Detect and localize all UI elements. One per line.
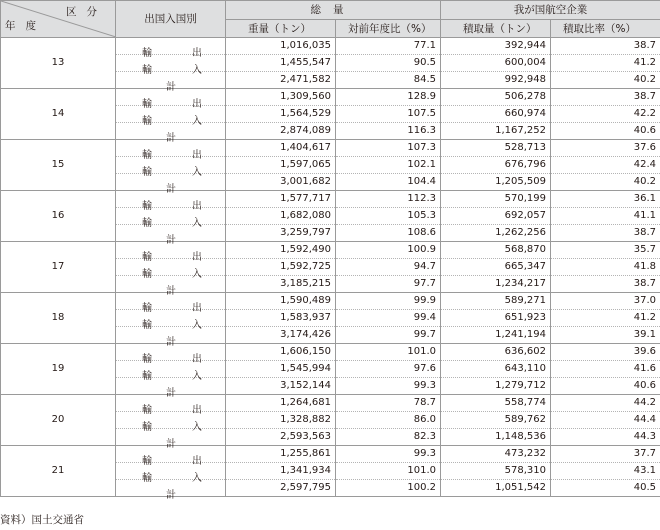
- loaded-cell: 676,796: [441, 157, 551, 174]
- direction-label-second: 入: [192, 269, 202, 280]
- yoy-cell: 97.7: [336, 276, 441, 293]
- yoy-cell: 101.0: [336, 463, 441, 480]
- yoy-cell: 105.3: [336, 208, 441, 225]
- yoy-cell: 128.9: [336, 89, 441, 106]
- loaded-cell: 1,205,509: [441, 174, 551, 191]
- direction-cell: [116, 174, 226, 195]
- direction-cell: [116, 378, 226, 399]
- direction-header: 出国入国別: [116, 1, 226, 38]
- yoy-cell: 100.2: [336, 480, 441, 497]
- ratio-cell: 41.1: [551, 208, 660, 225]
- weight-cell: 2,471,582: [226, 72, 336, 89]
- direction-label-second: 入: [192, 116, 202, 127]
- yoy-cell: 84.5: [336, 72, 441, 89]
- weight-cell: 1,016,035: [226, 38, 336, 55]
- direction-cell: [116, 463, 226, 484]
- year-cell: 18: [1, 293, 116, 344]
- direction-cell: [116, 327, 226, 348]
- direction-label-second: 入: [192, 167, 202, 178]
- direction-label-second: 出: [192, 99, 202, 110]
- direction-cell: [116, 446, 226, 467]
- direction-label-first: 計: [166, 133, 176, 144]
- table-row: [1, 344, 660, 361]
- direction-label-second: 入: [192, 422, 202, 433]
- weight-cell: 2,597,795: [226, 480, 336, 497]
- direction-label-first: 輸: [142, 422, 152, 433]
- japanese-carriers-group-header: 我が国航空企業: [441, 1, 660, 20]
- ratio-cell: 44.2: [551, 395, 660, 412]
- direction-label-first: 計: [166, 337, 176, 348]
- direction-cell: [116, 225, 226, 246]
- yoy-cell: 78.7: [336, 395, 441, 412]
- table-header: [1, 1, 660, 38]
- loaded-cell: 568,870: [441, 242, 551, 259]
- year-cell: 21: [1, 446, 116, 497]
- loaded-cell: 570,199: [441, 191, 551, 208]
- direction-cell: [116, 72, 226, 93]
- corner-header-cell: [1, 1, 116, 38]
- ratio-cell: 44.4: [551, 412, 660, 429]
- weight-cell: 1,606,150: [226, 344, 336, 361]
- direction-cell: [116, 480, 226, 501]
- year-cell: 17: [1, 242, 116, 293]
- direction-label-first: 輸: [142, 201, 152, 212]
- direction-label-first: 輸: [142, 405, 152, 416]
- weight-cell: 1,577,717: [226, 191, 336, 208]
- ratio-cell: 41.6: [551, 361, 660, 378]
- ratio-cell: 37.0: [551, 293, 660, 310]
- table-row: [1, 191, 660, 208]
- loaded-cell: 1,148,536: [441, 429, 551, 446]
- direction-cell: [116, 208, 226, 229]
- ratio-cell: 41.2: [551, 310, 660, 327]
- direction-label-first: 輸: [142, 65, 152, 76]
- weight-column-header: 重量（トン）: [226, 20, 336, 38]
- loaded-cell: 1,241,194: [441, 327, 551, 344]
- direction-label-second: 入: [192, 371, 202, 382]
- loaded-cell: 1,279,712: [441, 378, 551, 395]
- yoy-cell: 99.9: [336, 293, 441, 310]
- weight-cell: 2,874,089: [226, 123, 336, 140]
- ratio-cell: 37.6: [551, 140, 660, 157]
- direction-cell: [116, 310, 226, 331]
- ratio-cell: 38.7: [551, 89, 660, 106]
- direction-label-first: 計: [166, 439, 176, 450]
- yoy-cell: 82.3: [336, 429, 441, 446]
- weight-cell: 1,583,937: [226, 310, 336, 327]
- direction-label-first: 輸: [142, 252, 152, 263]
- direction-label-first: 計: [166, 184, 176, 195]
- yoy-cell: 77.1: [336, 38, 441, 55]
- loaded-cell: 528,713: [441, 140, 551, 157]
- direction-cell: [116, 55, 226, 76]
- direction-label-first: 輸: [142, 48, 152, 59]
- direction-cell: [116, 242, 226, 263]
- year-cell: 20: [1, 395, 116, 446]
- loaded-cell: 578,310: [441, 463, 551, 480]
- loaded-cell: 506,278: [441, 89, 551, 106]
- direction-cell: [116, 89, 226, 110]
- year-cell: 14: [1, 89, 116, 140]
- loaded-cell: 643,110: [441, 361, 551, 378]
- table-row: [1, 446, 660, 463]
- yoy-cell: 99.4: [336, 310, 441, 327]
- direction-label-first: 輸: [142, 354, 152, 365]
- weight-cell: 1,592,490: [226, 242, 336, 259]
- weight-cell: 3,185,215: [226, 276, 336, 293]
- table-row: [1, 242, 660, 259]
- direction-cell: [116, 140, 226, 161]
- direction-label-second: 入: [192, 65, 202, 76]
- loaded-cell: 1,167,252: [441, 123, 551, 140]
- yoy-cell: 107.5: [336, 106, 441, 123]
- yoy-cell: 104.4: [336, 174, 441, 191]
- direction-cell: [116, 191, 226, 212]
- table-row: [1, 89, 660, 106]
- ratio-cell: 40.2: [551, 174, 660, 191]
- loaded-cell: 1,051,542: [441, 480, 551, 497]
- yoy-cell: 102.1: [336, 157, 441, 174]
- year-cell: 13: [1, 38, 116, 89]
- direction-label-first: 輸: [142, 167, 152, 178]
- direction-label-second: 出: [192, 48, 202, 59]
- loaded-cell: 558,774: [441, 395, 551, 412]
- weight-cell: 3,152,144: [226, 378, 336, 395]
- yoy-cell: 99.3: [336, 446, 441, 463]
- direction-label-second: 出: [192, 405, 202, 416]
- loaded-cell: 1,234,217: [441, 276, 551, 293]
- direction-label-second: 出: [192, 456, 202, 467]
- direction-cell: [116, 157, 226, 178]
- ratio-cell: 39.6: [551, 344, 660, 361]
- total-volume-group-header: 総量: [226, 1, 441, 20]
- ratio-cell: 39.1: [551, 327, 660, 344]
- direction-label-second: 出: [192, 252, 202, 263]
- table-row: [1, 140, 660, 157]
- yoy-cell: 90.5: [336, 55, 441, 72]
- table-row: [1, 395, 660, 412]
- direction-label-first: 輸: [142, 218, 152, 229]
- weight-cell: 2,593,563: [226, 429, 336, 446]
- weight-cell: 1,564,529: [226, 106, 336, 123]
- yoy-cell: 107.3: [336, 140, 441, 157]
- yoy-cell: 101.0: [336, 344, 441, 361]
- weight-cell: 1,255,861: [226, 446, 336, 463]
- table-row: [1, 293, 660, 310]
- weight-cell: 1,264,681: [226, 395, 336, 412]
- loaded-cell: 473,232: [441, 446, 551, 463]
- ratio-cell: 40.2: [551, 72, 660, 89]
- direction-label-first: 計: [166, 286, 176, 297]
- weight-cell: 1,545,994: [226, 361, 336, 378]
- ratio-cell: 44.3: [551, 429, 660, 446]
- direction-label-second: 出: [192, 303, 202, 314]
- direction-cell: [116, 344, 226, 365]
- yoy-cell: 108.6: [336, 225, 441, 242]
- ratio-cell: 36.1: [551, 191, 660, 208]
- loaded-cell: 589,271: [441, 293, 551, 310]
- yoy-cell: 100.9: [336, 242, 441, 259]
- loaded-cell: 589,762: [441, 412, 551, 429]
- loaded-cell: 636,602: [441, 344, 551, 361]
- weight-cell: 1,309,560: [226, 89, 336, 106]
- ratio-cell: 43.1: [551, 463, 660, 480]
- direction-cell: [116, 361, 226, 382]
- ratio-cell: 38.7: [551, 38, 660, 55]
- direction-cell: [116, 123, 226, 144]
- direction-label-first: 輸: [142, 116, 152, 127]
- direction-cell: [116, 276, 226, 297]
- direction-cell: [116, 259, 226, 280]
- yoy-cell: 99.3: [336, 378, 441, 395]
- ratio-cell: 37.7: [551, 446, 660, 463]
- loaded-cell: 692,057: [441, 208, 551, 225]
- weight-cell: 1,404,617: [226, 140, 336, 157]
- yoy-column-header: 対前年度比（%）: [336, 20, 441, 38]
- year-cell: 15: [1, 140, 116, 191]
- direction-label-first: 計: [166, 388, 176, 399]
- ratio-cell: 40.5: [551, 480, 660, 497]
- table-body: [1, 38, 660, 501]
- weight-cell: 3,001,682: [226, 174, 336, 191]
- ratio-cell: 38.7: [551, 276, 660, 293]
- ratio-cell: 40.6: [551, 378, 660, 395]
- weight-cell: 1,590,489: [226, 293, 336, 310]
- ratio-cell: 42.4: [551, 157, 660, 174]
- direction-label-second: 出: [192, 354, 202, 365]
- year-cell: 16: [1, 191, 116, 242]
- direction-label-first: 輸: [142, 269, 152, 280]
- direction-label-first: 計: [166, 235, 176, 246]
- source-note: 資料）国土交通省: [0, 514, 84, 526]
- yoy-cell: 99.7: [336, 327, 441, 344]
- ratio-column-header: 積取比率（%）: [551, 20, 660, 38]
- direction-label-second: 入: [192, 473, 202, 484]
- weight-cell: 1,597,065: [226, 157, 336, 174]
- direction-label-second: 入: [192, 320, 202, 331]
- yoy-cell: 86.0: [336, 412, 441, 429]
- loaded-cell: 660,974: [441, 106, 551, 123]
- direction-cell: [116, 412, 226, 433]
- direction-label-second: 出: [192, 150, 202, 161]
- table-row: [1, 38, 660, 55]
- weight-cell: 3,174,426: [226, 327, 336, 344]
- direction-label-first: 輸: [142, 473, 152, 484]
- ratio-cell: 38.7: [551, 225, 660, 242]
- loaded-cell: 392,944: [441, 38, 551, 55]
- ratio-cell: 42.2: [551, 106, 660, 123]
- yoy-cell: 97.6: [336, 361, 441, 378]
- yoy-cell: 112.3: [336, 191, 441, 208]
- direction-label-first: 輸: [142, 456, 152, 467]
- ratio-cell: 40.6: [551, 123, 660, 140]
- yoy-cell: 94.7: [336, 259, 441, 276]
- direction-cell: [116, 38, 226, 59]
- direction-label-first: 計: [166, 490, 176, 501]
- weight-cell: 1,328,882: [226, 412, 336, 429]
- direction-cell: [116, 106, 226, 127]
- corner-label-category: 区分: [66, 6, 107, 18]
- direction-label-first: 輸: [142, 371, 152, 382]
- direction-cell: [116, 429, 226, 450]
- weight-cell: 3,259,797: [226, 225, 336, 242]
- ratio-cell: 35.7: [551, 242, 660, 259]
- direction-label-first: 輸: [142, 99, 152, 110]
- direction-label-first: 輸: [142, 320, 152, 331]
- ratio-cell: 41.8: [551, 259, 660, 276]
- yoy-cell: 116.3: [336, 123, 441, 140]
- direction-cell: [116, 395, 226, 416]
- direction-label-second: 入: [192, 218, 202, 229]
- loaded-cell: 665,347: [441, 259, 551, 276]
- corner-label-year: 年度: [5, 20, 46, 32]
- weight-cell: 1,592,725: [226, 259, 336, 276]
- direction-cell: [116, 293, 226, 314]
- loaded-cell: 651,923: [441, 310, 551, 327]
- loaded-cell: 1,262,256: [441, 225, 551, 242]
- direction-label-first: 輸: [142, 303, 152, 314]
- direction-label-first: 計: [166, 82, 176, 93]
- weight-cell: 1,682,080: [226, 208, 336, 225]
- year-cell: 19: [1, 344, 116, 395]
- loaded-cell: 992,948: [441, 72, 551, 89]
- weight-cell: 1,455,547: [226, 55, 336, 72]
- direction-label-first: 輸: [142, 150, 152, 161]
- ratio-cell: 41.2: [551, 55, 660, 72]
- loaded-column-header: 積取量（トン）: [441, 20, 551, 38]
- weight-cell: 1,341,934: [226, 463, 336, 480]
- direction-label-second: 出: [192, 201, 202, 212]
- loaded-cell: 600,004: [441, 55, 551, 72]
